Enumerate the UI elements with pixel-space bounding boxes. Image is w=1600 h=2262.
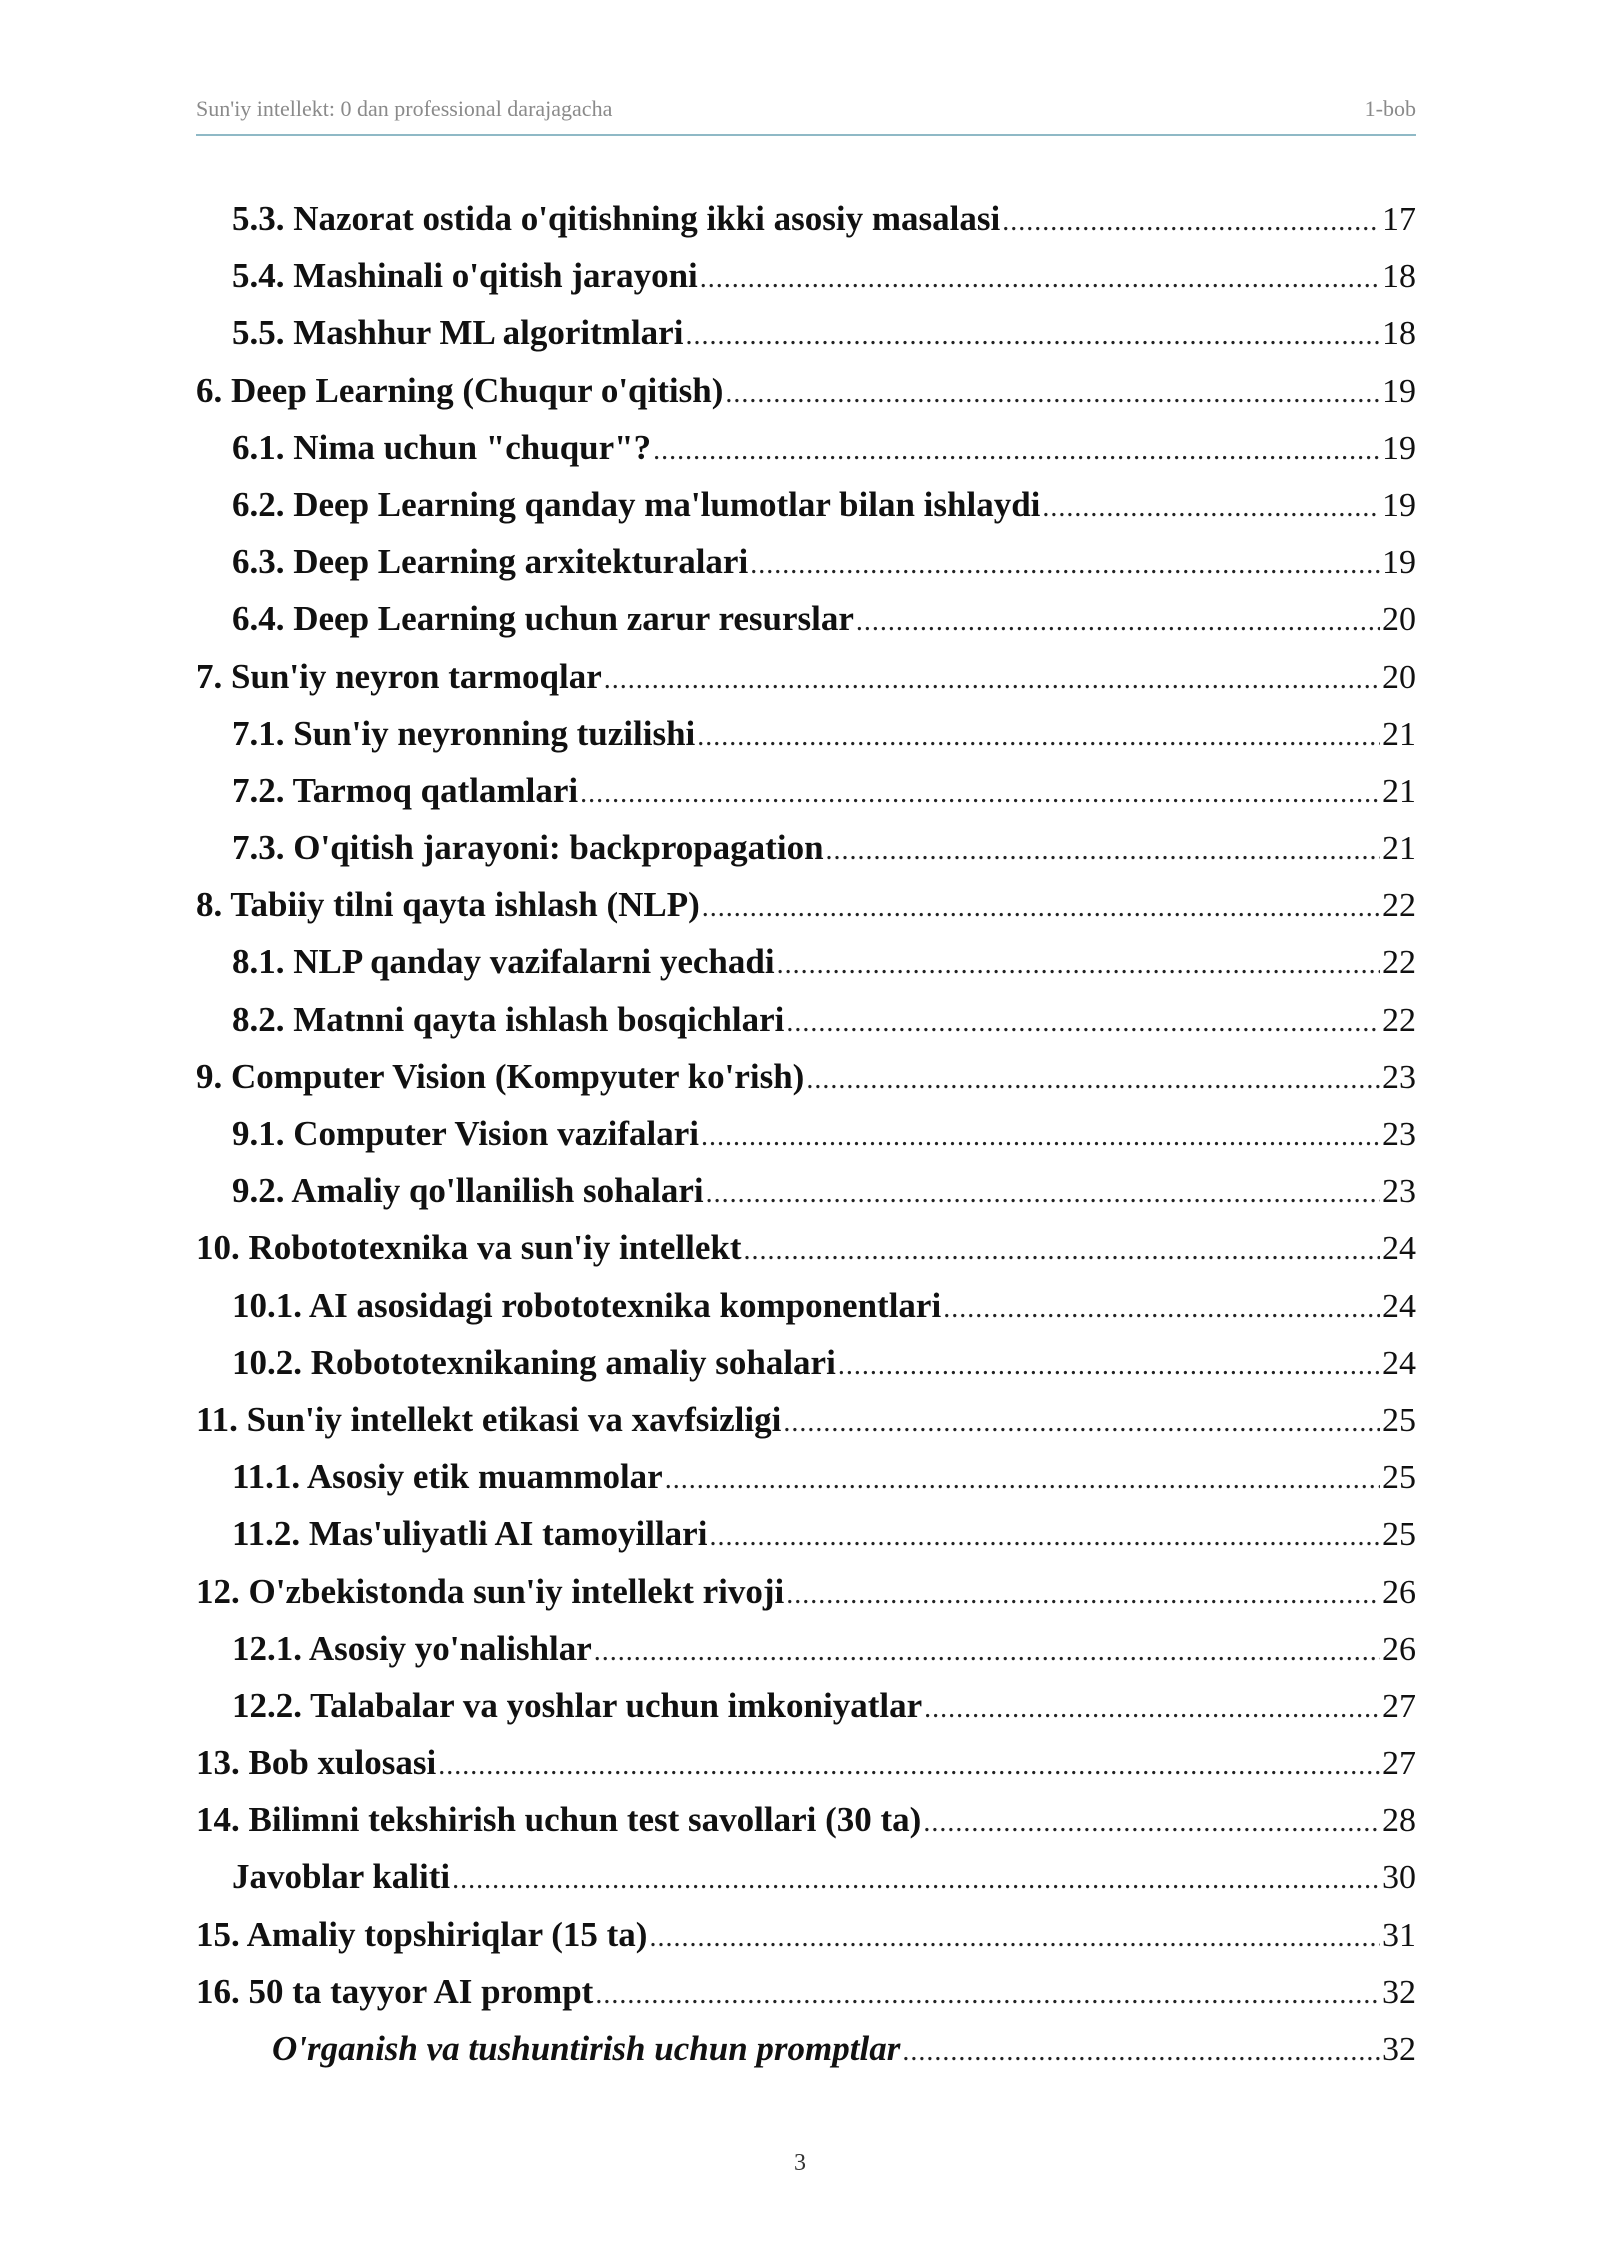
toc-entry-label: 15. Amaliy topshiriqlar (15 ta) xyxy=(196,1914,648,1954)
toc-entry-page: 32 xyxy=(1382,2031,1416,2068)
toc-entry-page: 25 xyxy=(1382,1516,1416,1554)
toc-entry-label: 5.5. Mashhur ML algoritmlari xyxy=(232,313,684,353)
toc-entry-page: 18 xyxy=(1382,315,1416,353)
toc-entry-label: 6. Deep Learning (Chuqur o'qitish) xyxy=(196,370,724,410)
toc-entry-page: 25 xyxy=(1382,1459,1416,1497)
toc-entry-label: 8.2. Matnni qayta ishlash bosqichlari xyxy=(232,999,785,1039)
toc-entry-page: 28 xyxy=(1382,1802,1416,1840)
toc-dot-leader xyxy=(777,936,1380,990)
toc-entry-label: 12.2. Talabalar va yoshlar uchun imkoniyatlar xyxy=(232,1685,923,1725)
toc-entry[interactable] xyxy=(196,991,1416,1048)
toc-dot-leader xyxy=(750,536,1380,590)
toc-dot-leader xyxy=(923,1794,1380,1848)
toc-entry[interactable] xyxy=(196,1334,1416,1391)
toc-entry-label: 10. Robototexnika va sun'iy intellekt xyxy=(196,1228,742,1268)
toc-entry[interactable] xyxy=(196,1677,1416,1734)
toc-dot-leader xyxy=(580,765,1380,819)
toc-entry-label: 16. 50 ta tayyor AI prompt xyxy=(196,1971,594,2011)
toc-dot-leader xyxy=(838,1337,1380,1391)
toc-entry[interactable] xyxy=(196,1620,1416,1677)
toc-dot-leader xyxy=(902,2023,1380,2077)
toc-entry-label: 6.2. Deep Learning qanday ma'lumotlar bilan ishlaydi xyxy=(232,484,1041,524)
toc-dot-leader xyxy=(452,1851,1380,1905)
toc-dot-leader xyxy=(725,365,1380,419)
toc-dot-leader xyxy=(595,1966,1380,2020)
toc-entry-page: 23 xyxy=(1382,1116,1416,1153)
toc-dot-leader xyxy=(697,708,1380,762)
toc-entry-label: 7.2. Tarmoq qatlamlari xyxy=(232,770,579,810)
toc-entry-label: 6.3. Deep Learning arxitekturalari xyxy=(232,542,749,582)
toc-entry[interactable] xyxy=(196,247,1416,304)
toc-entry[interactable] xyxy=(196,1162,1416,1219)
toc-entry-page: 21 xyxy=(1382,772,1416,810)
toc-entry-page: 32 xyxy=(1382,1973,1416,2011)
toc-entry-label: 5.4. Mashinali o'qitish jarayoni xyxy=(232,256,698,296)
toc-dot-leader xyxy=(700,250,1380,304)
toc-dot-leader xyxy=(1042,479,1380,533)
toc-dot-leader xyxy=(924,1680,1380,1734)
toc-dot-leader xyxy=(594,1623,1380,1677)
toc-entry[interactable] xyxy=(196,533,1416,590)
toc-entry-label: 11.2. Mas'uliyatli AI tamoyillari xyxy=(232,1514,708,1554)
toc-entry[interactable] xyxy=(196,1563,1416,1620)
toc-entry-page: 31 xyxy=(1382,1916,1416,1954)
toc-entry-label: 14. Bilimni tekshirish uchun test savollari (30 ta) xyxy=(196,1800,922,1840)
toc-dot-leader xyxy=(653,422,1380,476)
toc-entry[interactable] xyxy=(196,819,1416,876)
toc-dot-leader xyxy=(701,1108,1380,1162)
toc-entry-page: 17 xyxy=(1382,201,1416,238)
toc-entry[interactable] xyxy=(196,1505,1416,1562)
toc-dot-leader xyxy=(649,1909,1380,1963)
toc-entry-page: 26 xyxy=(1382,1573,1416,1611)
toc-dot-leader xyxy=(438,1737,1380,1791)
toc-entry[interactable] xyxy=(196,1105,1416,1162)
toc-entry[interactable] xyxy=(196,304,1416,361)
page-number: 3 xyxy=(794,2150,806,2176)
toc-entry[interactable] xyxy=(196,590,1416,647)
toc-entry[interactable] xyxy=(196,362,1416,419)
toc-entry-page: 27 xyxy=(1382,1687,1416,1725)
toc-dot-leader xyxy=(856,593,1380,647)
toc-entry-label: 8. Tabiiy tilni qayta ishlash (NLP) xyxy=(196,885,700,925)
toc-entry-label: 9. Computer Vision (Kompyuter ko'rish) xyxy=(196,1056,805,1096)
toc-dot-leader xyxy=(702,879,1380,933)
toc-entry-page: 21 xyxy=(1382,715,1416,753)
toc-entry[interactable] xyxy=(196,933,1416,990)
toc-entry-page: 19 xyxy=(1382,486,1416,524)
toc-entry-page: 24 xyxy=(1382,1344,1416,1382)
toc-entry-page: 19 xyxy=(1382,429,1416,467)
toc-dot-leader xyxy=(665,1451,1380,1505)
toc-dot-leader xyxy=(943,1280,1380,1334)
toc-entry[interactable] xyxy=(196,876,1416,933)
toc-entry-page: 24 xyxy=(1382,1230,1416,1268)
toc-dot-leader xyxy=(826,822,1380,876)
toc-dot-leader xyxy=(806,1051,1380,1105)
toc-entry[interactable] xyxy=(196,476,1416,533)
toc-entry[interactable] xyxy=(196,1391,1416,1448)
toc-dot-leader xyxy=(786,1566,1380,1620)
toc-entry[interactable] xyxy=(196,1448,1416,1505)
toc-entry-label: 7.3. O'qitish jarayoni: backpropagation xyxy=(232,828,824,868)
toc-entry-page: 22 xyxy=(1382,1001,1416,1039)
toc-entry-page: 21 xyxy=(1382,830,1416,868)
toc-entry-label: 5.3. Nazorat ostida o'qitishning ikki asosiy masalasi xyxy=(232,199,1001,238)
toc-entry-label: O'rganish va tushuntirish uchun promptlar xyxy=(272,2029,901,2068)
toc-dot-leader xyxy=(1002,193,1380,247)
toc-dot-leader xyxy=(604,651,1380,705)
toc-entry[interactable] xyxy=(196,1048,1416,1105)
running-header xyxy=(196,96,1416,136)
toc-entry[interactable] xyxy=(196,762,1416,819)
toc-entry[interactable] xyxy=(196,1734,1416,1791)
toc-dot-leader xyxy=(783,1394,1380,1448)
toc-entry-label: 6.1. Nima uchun "chuqur"? xyxy=(232,427,652,467)
toc-entry-page: 23 xyxy=(1382,1173,1416,1211)
toc-entry-label: 7. Sun'iy neyron tarmoqlar xyxy=(196,656,602,696)
toc-entry[interactable] xyxy=(196,419,1416,476)
toc-dot-leader xyxy=(685,307,1380,361)
toc-entry-page: 20 xyxy=(1382,658,1416,696)
table-of-contents xyxy=(196,190,1416,2077)
toc-entry-label: 9.1. Computer Vision vazifalari xyxy=(232,1114,699,1153)
toc-dot-leader xyxy=(709,1508,1380,1562)
toc-entry-page: 23 xyxy=(1382,1058,1416,1096)
toc-entry[interactable] xyxy=(196,1277,1416,1334)
toc-entry-page: 19 xyxy=(1382,544,1416,582)
toc-entry-page: 25 xyxy=(1382,1401,1416,1439)
toc-entry-page: 20 xyxy=(1382,601,1416,639)
toc-dot-leader xyxy=(786,994,1380,1048)
toc-entry-page: 18 xyxy=(1382,258,1416,296)
toc-entry[interactable] xyxy=(196,1963,1416,2020)
toc-entry-label: 9.2. Amaliy qo'llanilish sohalari xyxy=(232,1171,704,1211)
toc-entry-page: 22 xyxy=(1382,887,1416,925)
toc-entry[interactable] xyxy=(196,1906,1416,1963)
toc-dot-leader xyxy=(743,1222,1380,1276)
toc-dot-leader xyxy=(706,1165,1380,1219)
toc-entry-label: 11.1. Asosiy etik muammolar xyxy=(232,1457,663,1497)
toc-entry[interactable] xyxy=(196,190,1416,247)
toc-entry-label: Javoblar kaliti xyxy=(232,1857,451,1897)
toc-entry[interactable] xyxy=(196,1791,1416,1848)
toc-entry[interactable] xyxy=(196,705,1416,762)
toc-entry[interactable] xyxy=(196,1219,1416,1276)
toc-entry[interactable] xyxy=(196,1848,1416,1905)
toc-entry-label: 12. O'zbekistonda sun'iy intellekt rivoji xyxy=(196,1571,785,1611)
toc-entry-page: 26 xyxy=(1382,1630,1416,1668)
toc-entry-page: 22 xyxy=(1382,944,1416,982)
toc-entry-label: 6.4. Deep Learning uchun zarur resurslar xyxy=(232,599,854,639)
toc-entry-label: 12.1. Asosiy yo'nalishlar xyxy=(232,1628,592,1668)
toc-entry-label: 10.1. AI asosidagi robototexnika komponentlari xyxy=(232,1285,942,1325)
toc-entry-page: 19 xyxy=(1382,372,1416,410)
toc-entry-page: 27 xyxy=(1382,1745,1416,1783)
toc-entry-label: 10.2. Robototexnikaning amaliy sohalari xyxy=(232,1342,836,1382)
toc-entry-label: 11. Sun'iy intellekt etikasi va xavfsizligi xyxy=(196,1399,782,1439)
toc-entry[interactable] xyxy=(196,2020,1416,2077)
toc-entry-label: 7.1. Sun'iy neyronning tuzilishi xyxy=(232,713,696,753)
toc-entry-label: 13. Bob xulosasi xyxy=(196,1743,437,1783)
toc-entry[interactable] xyxy=(196,648,1416,705)
toc-entry-label: 8.1. NLP qanday vazifalarni yechadi xyxy=(232,942,775,982)
header-chapter: 1-bob xyxy=(1364,96,1416,121)
toc-entry-page: 24 xyxy=(1382,1287,1416,1325)
header-title: Sun'iy intellekt: 0 dan professional darajagacha xyxy=(196,96,613,121)
toc-entry-page: 30 xyxy=(1382,1859,1416,1897)
